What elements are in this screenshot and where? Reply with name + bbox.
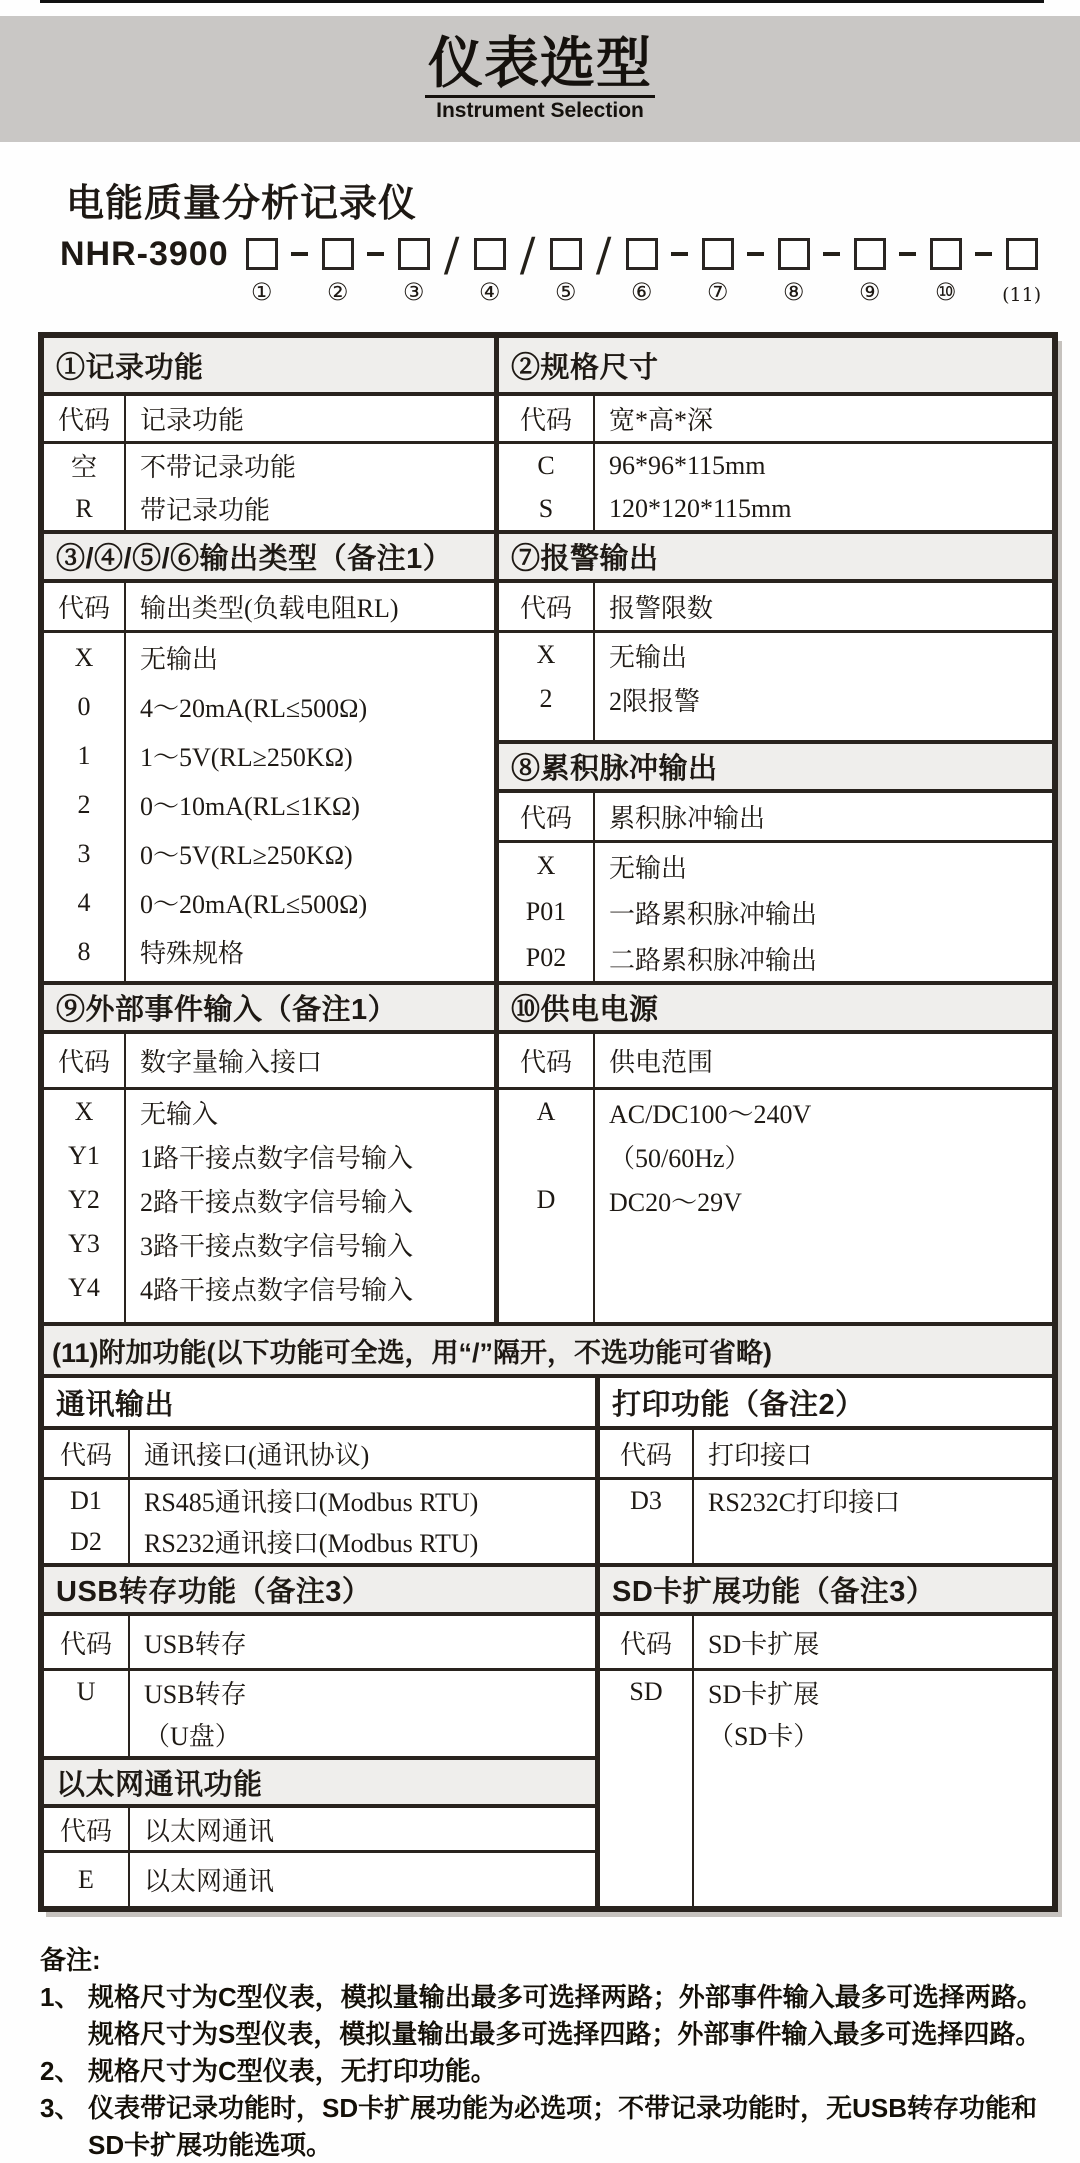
desc-cell: 3路干接点数字信号输入 xyxy=(140,1231,414,1261)
code-column xyxy=(44,396,126,441)
code-cell: 代码 xyxy=(519,1048,572,1077)
page-top-rule xyxy=(40,0,1044,3)
desc-column xyxy=(130,1616,595,1668)
desc-cell: 1路干接点数字信号输入 xyxy=(140,1143,414,1173)
model-code-slot xyxy=(474,238,506,307)
desc-cell: 二路累积脉冲输出 xyxy=(609,945,818,975)
model-units xyxy=(246,227,1042,307)
section-title: ⑧累积脉冲输出 xyxy=(511,753,718,785)
code-cell: 代码 xyxy=(57,406,110,435)
model-code-slot xyxy=(1002,238,1042,307)
section-9-colheads xyxy=(44,1034,494,1090)
section-title: ⑦报警输出 xyxy=(511,543,659,575)
note-item: 3、 仪表带记录功能时，SD卡扩展功能为必选项；不带记录功能时，无USB转存功能和 xyxy=(40,2093,1038,2123)
desc-cell: 120*120*115mm xyxy=(609,493,792,523)
usb-rows xyxy=(44,1671,595,1756)
code-column xyxy=(499,793,595,840)
section-7-colheads xyxy=(499,583,1052,633)
comm-rows xyxy=(44,1480,595,1563)
section-3456-rows xyxy=(44,633,494,981)
desc-cell: 无输出 xyxy=(609,853,688,883)
section-title: SD卡扩展功能（备注3） xyxy=(612,1576,936,1608)
desc-cell: 通讯接口(通讯协议) xyxy=(144,1441,370,1470)
desc-cell: USB转存 xyxy=(144,1679,247,1709)
model-code-slot xyxy=(398,238,430,307)
usb-colheads xyxy=(44,1616,595,1671)
comm-colheads xyxy=(44,1430,595,1480)
code-cell: 代码 xyxy=(57,1048,110,1077)
code-box xyxy=(322,238,354,270)
desc-cell: 数字量输入接口 xyxy=(140,1048,323,1077)
desc-column xyxy=(126,633,494,981)
code-cell: P01 xyxy=(525,897,567,926)
section-title: (11)附加功能(以下功能可全选，用“/”隔开，不选功能可省略) xyxy=(52,1337,773,1368)
code-column xyxy=(600,1671,694,1906)
section-1-colheads xyxy=(44,396,494,444)
desc-cell: RS232C打印接口 xyxy=(708,1488,901,1517)
print-section-header xyxy=(600,1378,1052,1430)
note-item: 2、 规格尺寸为C型仪表，无打印功能。 xyxy=(40,2056,497,2086)
code-column xyxy=(499,1034,595,1087)
section-title: 通讯输出 xyxy=(56,1388,175,1421)
desc-cell: 记录功能 xyxy=(140,406,245,435)
code-box xyxy=(626,238,658,270)
desc-cell: 0～10mA(RL≤1KΩ) xyxy=(140,792,360,821)
desc-cell: （SD卡） xyxy=(708,1721,820,1751)
lower-right-column xyxy=(600,1378,1052,1906)
page-banner xyxy=(0,16,1080,142)
desc-cell: 带记录功能 xyxy=(140,496,271,525)
code-column xyxy=(499,396,595,441)
notes xyxy=(40,1942,1054,2163)
upper-right-column xyxy=(499,338,1052,1322)
dash-icon xyxy=(367,252,384,256)
desc-cell: 2路干接点数字信号输入 xyxy=(140,1187,414,1217)
code-column xyxy=(44,1430,130,1477)
code-box xyxy=(854,238,886,270)
desc-column xyxy=(126,1034,494,1087)
code-box xyxy=(1006,238,1038,270)
section-9-header xyxy=(44,981,494,1034)
desc-cell: 4路干接点数字信号输入 xyxy=(140,1275,414,1305)
desc-cell: 以太网通讯 xyxy=(144,1867,275,1896)
print-rows xyxy=(600,1480,1052,1563)
desc-cell: 输出类型(负载电阻RL) xyxy=(140,594,399,623)
desc-cell: USB转存 xyxy=(144,1629,247,1659)
separator-slash: / xyxy=(595,227,612,281)
desc-column xyxy=(130,1853,595,1906)
desc-column xyxy=(595,583,1052,630)
code-cell: D xyxy=(536,1185,556,1214)
code-column xyxy=(44,1853,130,1906)
dash-icon xyxy=(291,252,308,256)
code-cell: 1 xyxy=(77,740,91,770)
separator-slash: / xyxy=(443,227,460,281)
section-10-header xyxy=(499,981,1052,1034)
desc-cell: 特殊规格 xyxy=(140,939,245,968)
code-cell: 代码 xyxy=(57,594,110,623)
sd-section-header xyxy=(600,1563,1052,1616)
separator-slash: / xyxy=(519,227,536,281)
desc-column xyxy=(595,1034,1052,1087)
code-cell: SD xyxy=(629,1677,663,1706)
desc-cell: 宽*高*深 xyxy=(609,406,714,435)
desc-cell: 无输出 xyxy=(140,645,219,674)
code-cell: R xyxy=(75,493,93,523)
code-column xyxy=(44,1480,130,1563)
desc-cell: 无输入 xyxy=(140,1099,219,1129)
code-column xyxy=(44,1808,130,1850)
code-cell: X xyxy=(74,642,94,672)
separator-dash xyxy=(658,238,702,270)
code-cell: C xyxy=(537,450,555,480)
desc-cell: AC/DC100～240V xyxy=(609,1099,812,1129)
code-cell: X xyxy=(74,1097,94,1126)
dash-icon xyxy=(899,252,916,256)
selection-table xyxy=(38,332,1058,1912)
code-cell: D2 xyxy=(70,1526,102,1556)
desc-column xyxy=(126,583,494,630)
code-cell: 2 xyxy=(77,789,91,819)
position-label: ⑥ xyxy=(630,278,653,306)
code-cell: 3 xyxy=(77,838,91,868)
model-code-slot xyxy=(246,238,278,307)
upper-left-column xyxy=(44,338,499,1322)
code-box xyxy=(778,238,810,270)
code-cell xyxy=(499,1134,593,1178)
code-cell: E xyxy=(78,1864,94,1894)
section-2-header xyxy=(499,338,1052,396)
desc-cell: SD卡扩展 xyxy=(708,1679,820,1709)
desc-cell: 以太网通讯 xyxy=(144,1816,275,1846)
sd-rows xyxy=(600,1671,1052,1906)
desc-cell: 1～5V(RL≥250KΩ) xyxy=(140,743,353,772)
separator-dash xyxy=(278,238,322,270)
section-2-colheads xyxy=(499,396,1052,444)
separator-dash xyxy=(734,238,778,270)
code-cell: 代码 xyxy=(519,804,572,833)
table-lower-grid xyxy=(44,1378,1052,1906)
code-column xyxy=(600,1480,694,1563)
code-cell xyxy=(600,1713,692,1755)
separator-dash xyxy=(886,238,930,270)
position-label: ① xyxy=(250,278,273,306)
model-code-slot xyxy=(854,238,886,307)
desc-cell: 不带记录功能 xyxy=(140,453,297,482)
code-cell: 代码 xyxy=(619,1629,672,1659)
separator-dash xyxy=(962,238,1006,270)
section-1-rows xyxy=(44,444,494,530)
section-title: ②规格尺寸 xyxy=(511,351,659,384)
section-title: ①记录功能 xyxy=(56,351,204,384)
section-8-header xyxy=(499,740,1052,793)
desc-column xyxy=(126,1090,494,1322)
dash-icon xyxy=(975,252,992,256)
section-11-header xyxy=(44,1322,1052,1378)
position-label: ⑨ xyxy=(858,278,881,306)
code-column xyxy=(44,633,126,981)
code-column xyxy=(44,583,126,630)
lower-left-column xyxy=(44,1378,600,1906)
separator-dash xyxy=(354,238,398,270)
code-cell: 代码 xyxy=(519,406,572,435)
desc-column xyxy=(595,633,1052,740)
desc-cell: RS232通讯接口(Modbus RTU) xyxy=(144,1529,479,1558)
section-10-rows xyxy=(499,1090,1052,1322)
code-cell: 代码 xyxy=(59,1441,112,1470)
sd-colheads xyxy=(600,1616,1052,1671)
section-3456-colheads xyxy=(44,583,494,633)
desc-cell: 打印接口 xyxy=(708,1441,813,1470)
note-item: 1、 规格尺寸为C型仪表，模拟量输出最多可选择两路；外部事件输入最多可选择两路。 xyxy=(40,1982,1043,2012)
code-cell: D3 xyxy=(630,1485,662,1515)
code-cell: Y4 xyxy=(68,1273,100,1302)
code-cell: P02 xyxy=(525,943,567,972)
code-cell xyxy=(44,1713,128,1755)
desc-cell: 无输出 xyxy=(609,642,688,672)
desc-cell: 累积脉冲输出 xyxy=(609,804,766,833)
desc-cell: 0～20mA(RL≤500Ω) xyxy=(140,890,368,919)
code-cell: A xyxy=(536,1097,556,1126)
desc-column xyxy=(126,396,494,441)
model-code-slot xyxy=(322,238,354,307)
code-cell: 代码 xyxy=(59,1816,112,1846)
section-2-rows xyxy=(499,444,1052,530)
table-upper-grid xyxy=(44,338,1052,1322)
section-10-colheads xyxy=(499,1034,1052,1090)
code-column xyxy=(499,583,595,630)
code-cell: 代码 xyxy=(619,1441,672,1470)
code-cell: 2 xyxy=(539,684,553,713)
code-cell: X xyxy=(536,851,556,880)
desc-column xyxy=(130,1430,595,1477)
code-cell: 4 xyxy=(77,887,91,917)
ethernet-colheads xyxy=(44,1808,595,1853)
code-cell: Y1 xyxy=(68,1141,100,1170)
desc-cell: RS485通讯接口(Modbus RTU) xyxy=(144,1488,479,1517)
code-cell: Y2 xyxy=(68,1185,100,1214)
code-cell: 8 xyxy=(77,936,91,966)
desc-column xyxy=(694,1671,1052,1906)
code-column xyxy=(44,1034,126,1087)
code-cell: 代码 xyxy=(59,1629,112,1659)
code-cell: 空 xyxy=(70,453,97,482)
code-column xyxy=(44,444,126,530)
section-8-rows xyxy=(499,843,1052,981)
note-item-continuation: 规格尺寸为S型仪表，模拟量输出最多可选择四路；外部事件输入最多可选择四路。 xyxy=(88,2019,1042,2049)
desc-cell: （U盘） xyxy=(144,1721,241,1751)
dash-icon xyxy=(823,252,840,256)
code-column xyxy=(44,1090,126,1322)
section-7-header xyxy=(499,530,1052,583)
page-subtitle: Instrument Selection xyxy=(436,99,644,122)
code-cell: D1 xyxy=(70,1485,102,1515)
comm-section-header xyxy=(44,1378,595,1430)
section-title: 以太网通讯功能 xyxy=(56,1768,263,1801)
code-column xyxy=(499,1090,595,1322)
code-column xyxy=(600,1430,694,1477)
ethernet-rows xyxy=(44,1853,595,1906)
desc-column xyxy=(694,1430,1052,1477)
section-title: 打印功能（备注2） xyxy=(612,1388,865,1421)
code-box xyxy=(398,238,430,270)
section-3456-header xyxy=(44,530,494,583)
desc-cell: 2限报警 xyxy=(609,686,701,716)
desc-cell: 报警限数 xyxy=(609,594,714,623)
code-column xyxy=(600,1616,694,1668)
code-cell: U xyxy=(76,1677,96,1706)
section-title: USB转存功能（备注3） xyxy=(56,1576,372,1608)
usb-section-header xyxy=(44,1563,595,1616)
model-code-slot xyxy=(626,238,658,307)
desc-column xyxy=(130,1480,595,1563)
section-title: ⑩供电电源 xyxy=(511,994,659,1026)
code-box xyxy=(550,238,582,270)
code-column xyxy=(499,843,595,981)
desc-column xyxy=(595,793,1052,840)
code-cell: X xyxy=(536,640,556,669)
position-label: ⑩ xyxy=(934,278,957,306)
code-column xyxy=(44,1671,130,1756)
code-cell: Y3 xyxy=(68,1229,100,1258)
desc-cell: 0～5V(RL≥250KΩ) xyxy=(140,841,353,870)
ethernet-section-header xyxy=(44,1756,595,1808)
desc-column xyxy=(595,1090,1052,1322)
code-cell: 0 xyxy=(77,691,91,721)
dash-icon xyxy=(671,252,688,256)
section-title: ⑨外部事件输入（备注1） xyxy=(56,994,398,1026)
section-7-rows xyxy=(499,633,1052,740)
code-box xyxy=(474,238,506,270)
model-code-slot xyxy=(930,238,962,307)
section-title: ③/④/⑤/⑥输出类型（备注1） xyxy=(56,543,453,575)
desc-cell: 4～20mA(RL≤500Ω) xyxy=(140,694,368,723)
desc-cell: 96*96*115mm xyxy=(609,450,766,480)
position-label: ③ xyxy=(402,278,425,306)
model-code-slot xyxy=(778,238,810,307)
code-box xyxy=(246,238,278,270)
code-box xyxy=(930,238,962,270)
desc-cell: 供电范围 xyxy=(609,1048,714,1077)
desc-column xyxy=(694,1480,1052,1563)
separator-dash xyxy=(810,238,854,270)
model-code-slot xyxy=(550,238,582,307)
desc-cell: DC20～29V xyxy=(609,1187,742,1217)
notes-title: 备注: xyxy=(40,1945,101,1975)
desc-column xyxy=(694,1616,1052,1668)
section-8-colheads xyxy=(499,793,1052,843)
position-label: ② xyxy=(326,278,349,306)
desc-cell: 一路累积脉冲输出 xyxy=(609,899,818,929)
section-1-header xyxy=(44,338,494,396)
position-label: ④ xyxy=(478,278,501,306)
note-item-continuation: SD卡扩展功能选项。 xyxy=(88,2130,333,2160)
code-cell: 代码 xyxy=(519,594,572,623)
model-code-line xyxy=(60,227,1042,307)
desc-column xyxy=(130,1808,595,1850)
desc-column xyxy=(126,444,494,530)
desc-cell: SD卡扩展 xyxy=(708,1629,820,1659)
section-9-rows xyxy=(44,1090,494,1322)
model-code-slot xyxy=(702,238,734,307)
code-column xyxy=(499,444,595,530)
desc-column xyxy=(595,444,1052,530)
position-label: ⑤ xyxy=(554,278,577,306)
product-name: 电能质量分析记录仪 xyxy=(66,183,418,225)
position-label: ⑧ xyxy=(782,278,805,306)
desc-column xyxy=(595,843,1052,981)
dash-icon xyxy=(747,252,764,256)
print-colheads xyxy=(600,1430,1052,1480)
model-number: NHR-3900 xyxy=(60,235,229,273)
code-box xyxy=(702,238,734,270)
code-cell: S xyxy=(538,493,554,523)
desc-cell: （50/60Hz） xyxy=(609,1143,751,1173)
code-column xyxy=(499,633,595,740)
desc-column xyxy=(595,396,1052,441)
page-title: 仪表选型 xyxy=(425,36,655,98)
position-label: (11) xyxy=(1002,284,1042,306)
desc-column xyxy=(130,1671,595,1756)
code-column xyxy=(44,1616,130,1668)
position-label: ⑦ xyxy=(706,278,729,306)
